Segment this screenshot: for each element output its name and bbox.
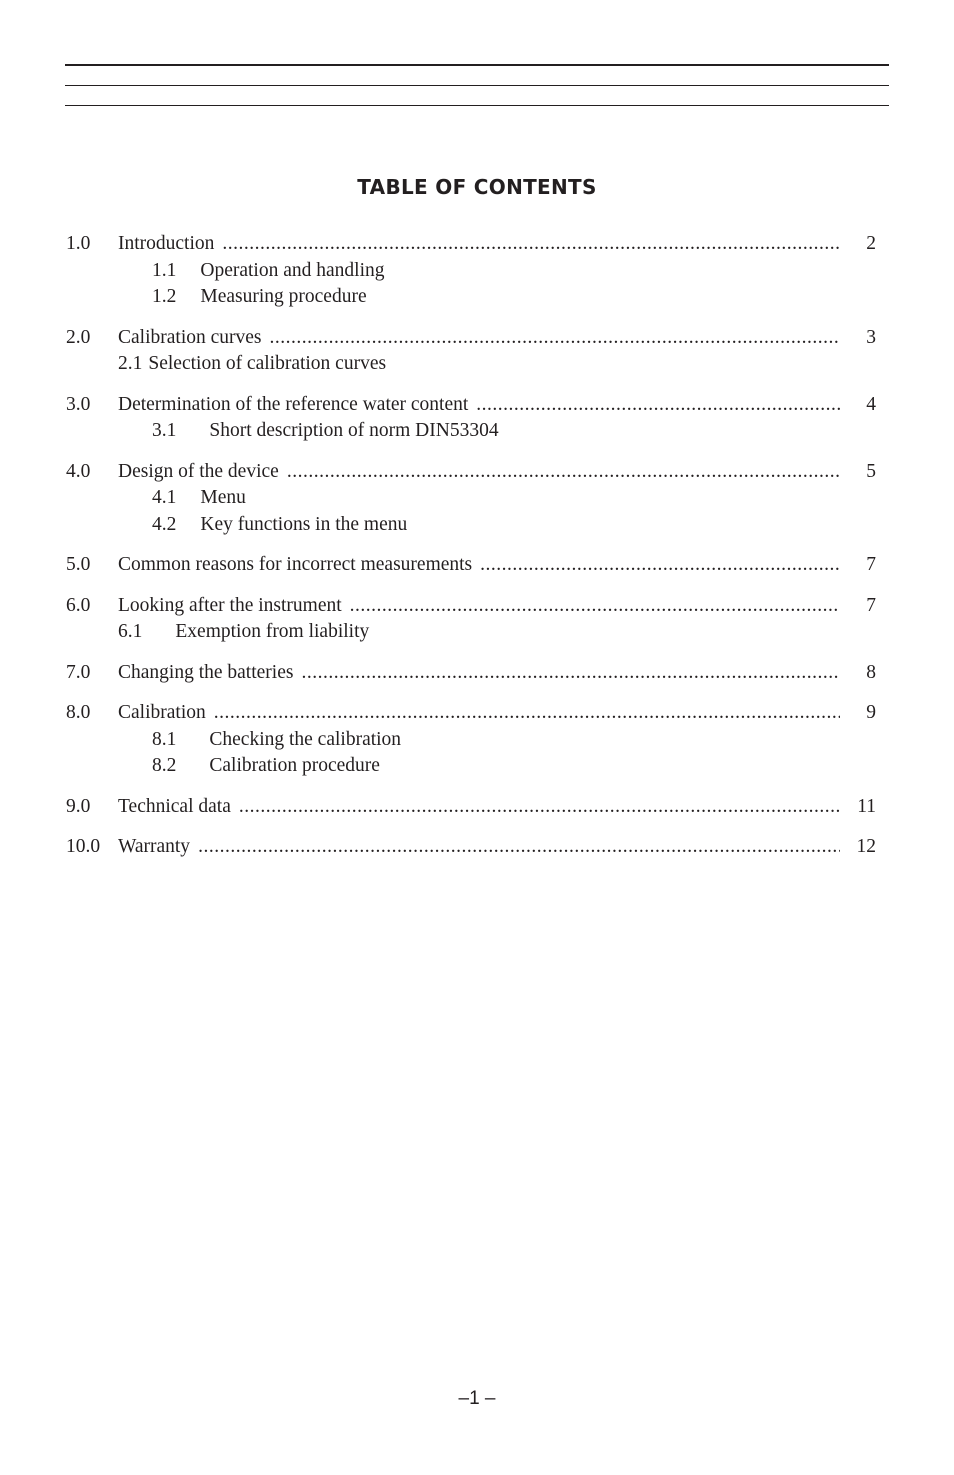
- toc-subentry-title: Selection of calibration curves: [148, 353, 387, 374]
- toc-entry-number: 9.0: [66, 795, 91, 817]
- toc-entry-row[interactable]: [66, 794, 876, 821]
- toc-entry-number: 1.0: [66, 233, 91, 254]
- toc-subentry[interactable]: [66, 258, 876, 285]
- toc-entry: [66, 794, 876, 821]
- toc-entry-title: Design of the device: [118, 460, 279, 482]
- toc-entry-row[interactable]: [66, 660, 876, 687]
- toc-subentry[interactable]: [66, 485, 876, 512]
- dot-leader: [270, 325, 841, 352]
- toc-subentry-title: Key functions in the menu: [200, 513, 408, 535]
- toc-entry-title: Warranty: [118, 836, 191, 857]
- toc-entry-page: 3: [866, 326, 876, 348]
- toc-subentry[interactable]: [66, 753, 876, 780]
- toc-subentry-number: 4.1: [152, 487, 177, 508]
- toc-entry-page: 5: [866, 460, 876, 482]
- toc-entry-title: Introduction: [118, 233, 215, 254]
- toc-entry-row[interactable]: [66, 459, 876, 486]
- toc-subentry-title: Calibration procedure: [209, 755, 380, 776]
- toc-entry-page: 12: [856, 836, 876, 857]
- toc-entry-number: 3.0: [66, 393, 91, 415]
- toc-subentry-number: 3.1: [152, 420, 177, 441]
- toc-entry-title: Technical data: [118, 795, 231, 817]
- header-rule-top: [65, 64, 889, 66]
- dot-leader: [222, 231, 840, 258]
- toc-subentry[interactable]: [66, 512, 876, 539]
- toc-entry: [66, 593, 876, 646]
- dot-leader: [287, 459, 840, 486]
- toc-entry-page: 7: [866, 554, 876, 575]
- dot-leader: [350, 593, 840, 620]
- toc-subentry-title: Checking the calibration: [209, 728, 402, 750]
- toc-subentry-number: 1.1: [152, 259, 177, 281]
- toc-entry-title: Calibration: [118, 702, 206, 723]
- toc-subentry-number: 6.1: [118, 621, 143, 642]
- dot-leader: [480, 552, 840, 579]
- toc-subentry-number: 8.2: [152, 755, 177, 776]
- dot-leader: [198, 834, 840, 861]
- toc-entry-row[interactable]: [66, 392, 876, 419]
- toc-entry: [66, 392, 876, 445]
- toc-entry-row[interactable]: [66, 231, 876, 258]
- dot-leader: [476, 392, 840, 419]
- dot-leader: [239, 794, 840, 821]
- header-rule-bottom: [65, 105, 889, 106]
- toc-entry-number: 2.0: [66, 326, 91, 348]
- toc-entry-number: 10.0: [66, 836, 101, 857]
- toc-subentry[interactable]: [66, 727, 876, 754]
- toc-entry-row[interactable]: [66, 325, 876, 352]
- toc-subentry-title: Measuring procedure: [200, 286, 367, 307]
- toc-subentry[interactable]: [66, 351, 876, 378]
- toc-entry-row[interactable]: [66, 552, 876, 579]
- toc-entry-page: 9: [866, 702, 876, 723]
- table-of-contents: [66, 231, 876, 875]
- toc-entry-page: 4: [866, 393, 876, 415]
- toc-entry: [66, 834, 876, 861]
- toc-subentry-title: Exemption from liability: [175, 621, 370, 642]
- toc-entry-title: Determination of the reference water content: [118, 393, 469, 415]
- toc-entry: [66, 552, 876, 579]
- toc-subentry-number: 4.2: [152, 513, 177, 535]
- toc-entry: [66, 459, 876, 539]
- toc-entry-row[interactable]: [66, 700, 876, 727]
- toc-entry-row[interactable]: [66, 593, 876, 620]
- toc-subentry[interactable]: [66, 619, 876, 646]
- toc-entry-title: Looking after the instrument: [118, 594, 342, 616]
- page-title: TABLE OF CONTENTS: [357, 175, 597, 199]
- dot-leader: [214, 700, 840, 727]
- dot-leader: [301, 660, 840, 687]
- toc-subentry-number: 1.2: [152, 286, 177, 307]
- toc-entry-page: 8: [866, 661, 876, 683]
- toc-entry-page: 2: [866, 233, 876, 254]
- toc-entry-page: 11: [857, 795, 876, 817]
- toc-entry-number: 6.0: [66, 594, 91, 616]
- toc-subentry[interactable]: [66, 418, 876, 445]
- toc-entry: [66, 660, 876, 687]
- toc-subentry[interactable]: [66, 284, 876, 311]
- toc-subentry-number: 8.1: [152, 728, 177, 750]
- toc-subentry-title: Menu: [200, 487, 246, 508]
- toc-entry-number: 4.0: [66, 460, 91, 482]
- toc-entry: [66, 700, 876, 780]
- toc-entry: [66, 231, 876, 311]
- page-number: –1 –: [458, 1388, 496, 1409]
- toc-subentry-number: 2.1: [118, 353, 143, 374]
- toc-entry: [66, 325, 876, 378]
- toc-entry-page: 7: [866, 594, 876, 616]
- toc-subentry-title: Operation and handling: [200, 259, 385, 281]
- toc-entry-title: Calibration curves: [118, 326, 262, 348]
- header-rule-middle: [65, 85, 889, 86]
- toc-entry-row[interactable]: [66, 834, 876, 861]
- toc-entry-number: 7.0: [66, 661, 91, 683]
- toc-entry-number: 5.0: [66, 554, 91, 575]
- toc-entry-title: Changing the batteries: [118, 661, 294, 683]
- toc-entry-title: Common reasons for incorrect measurements: [118, 554, 473, 575]
- toc-subentry-title: Short description of norm DIN53304: [209, 420, 499, 441]
- toc-entry-number: 8.0: [66, 702, 91, 723]
